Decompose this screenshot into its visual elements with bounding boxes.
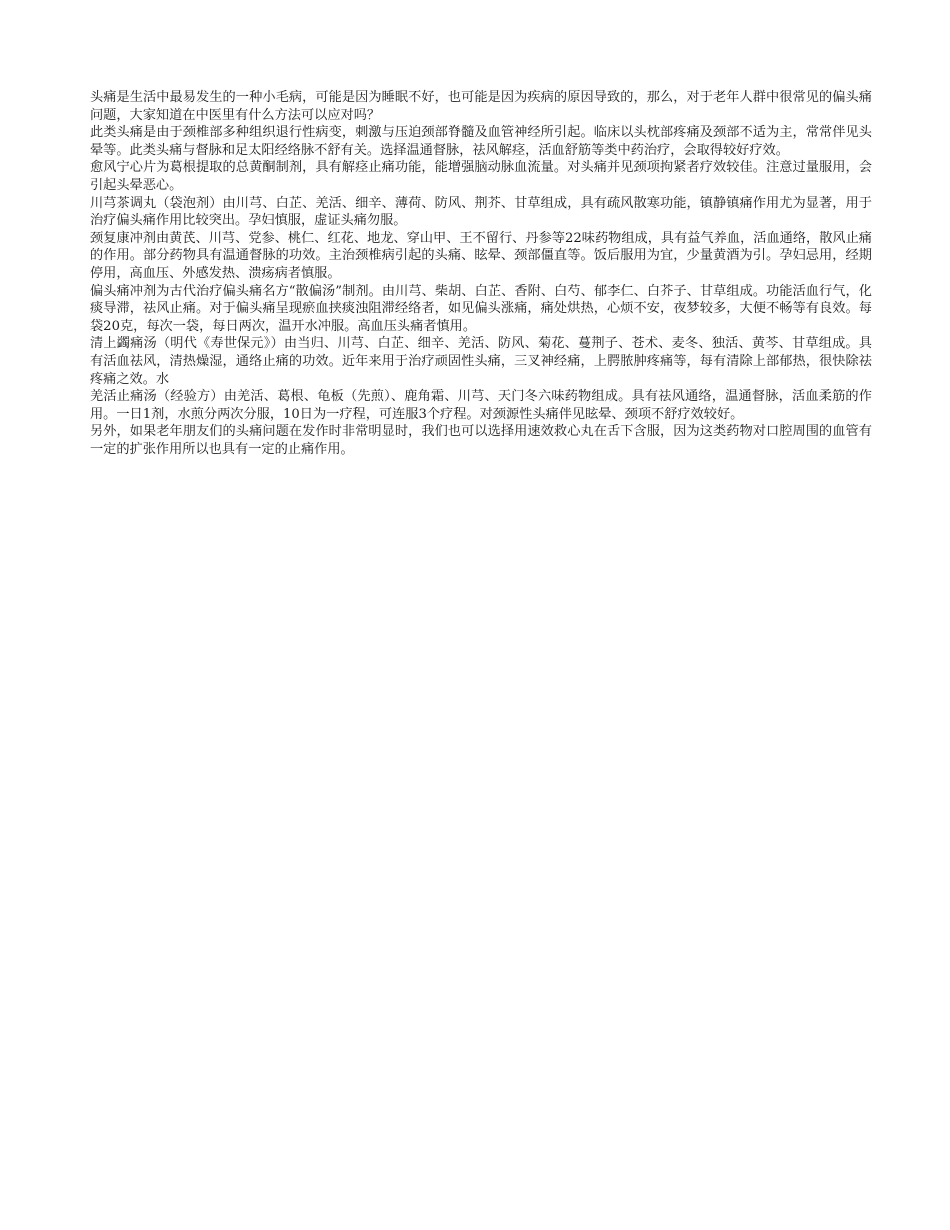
- paragraph-qingshang-juantong: 清上蠲痛汤（明代《寿世保元》）由当归、川芎、白芷、细辛、羌活、防风、菊花、蔓荆子、苍术、麦冬、独活、黄芩、甘草组成。具有活血祛风，清热燥湿，通络止痛的功效。近年来用于治疗顽固性头痛，三叉神经痛，上腭脓肿疼痛等，每有清除上部郁热，很快除祛疼痛之效。水: [90, 336, 872, 387]
- paragraph-chuanxiong-chatiao: 川芎茶调丸（袋泡剂）由川芎、白芷、羌活、细辛、薄荷、防风、荆芥、甘草组成，具有疏风散寒功能，镇静镇痛作用尤为显著，用于治疗偏头痛作用比较突出。孕妇慎服，虚证头痛勿服。: [90, 195, 872, 229]
- article-body: [90, 89, 872, 458]
- paragraph-intro: 头痛是生活中最易发生的一种小毛病，可能是因为睡眠不好，也可能是因为疾病的原因导致的，那么，对于老年人群中很常见的偏头痛问题，大家知道在中医里有什么方法可以应对吗？: [90, 90, 872, 123]
- paragraph-jingfukang: 颈复康冲剂由黄芪、川芎、党参、桃仁、红花、地龙、穿山甲、王不留行、丹参等22味药物组成，具有益气养血，活血通络，散风止痛的作用。部分药物具有温通督脉的功效。主治颈椎病引起的头痛、眩晕、颈部僵直等。饭后服用为宜，少量黄酒为引。孕妇忌用，经期停用，高血压、外感发热、溃疡病者慎服。: [90, 230, 872, 281]
- paragraph-qianghuo-zhitong: 羌活止痛汤（经验方）由羌活、葛根、龟板（先煎）、鹿角霜、川芎、天门冬六味药物组成。具有祛风通络，温通督脉，活血柔筋的作用。一日1剂，水煎分两次分服，10日为一疗程，可连服3个疗程。对颈源性头痛伴见眩晕、颈项不舒疗效较好。: [90, 389, 872, 422]
- paragraph-yufeng-ningxin: 愈风宁心片为葛根提取的总黄酮制剂，具有解痉止痛功能，能增强脑动脉血流量。对头痛并见颈项拘紧者疗效较佳。注意过量服用，会引起头晕恶心。: [90, 160, 872, 193]
- paragraph-cervical-headache: 此类头痛是由于颈椎部多种组织退行性病变，刺激与压迫颈部脊髓及血管神经所引起。临床以头枕部疼痛及颈部不适为主，常常伴见头晕等。此类头痛与督脉和足太阳经络脉不舒有关。选择温通督脉，祛风解痉，活血舒筋等类中药治疗，会取得较好疗效。: [90, 125, 872, 158]
- paragraph-conclusion: 另外，如果老年朋友们的头痛问题在发作时非常明显时，我们也可以选择用速效救心丸在舌下含服，因为这类药物对口腔周围的血管有一定的扩张作用所以也具有一定的止痛作用。: [90, 424, 872, 457]
- paragraph-piantoutong-chongji: 偏头痛冲剂为古代治疗偏头痛名方“散偏汤”制剂。由川芎、柴胡、白芷、香附、白芍、郁李仁、白芥子、甘草组成。功能活血行气，化痰导滞，祛风止痛。对于偏头痛呈现瘀血挟痰浊阻滞经络者，如见偏头涨痛，痛处烘热，心烦不安，夜梦较多，大便不畅等有良效。每袋20克，每次一袋，每日两次，温开水冲服。高血压头痛者慎用。: [90, 283, 872, 334]
